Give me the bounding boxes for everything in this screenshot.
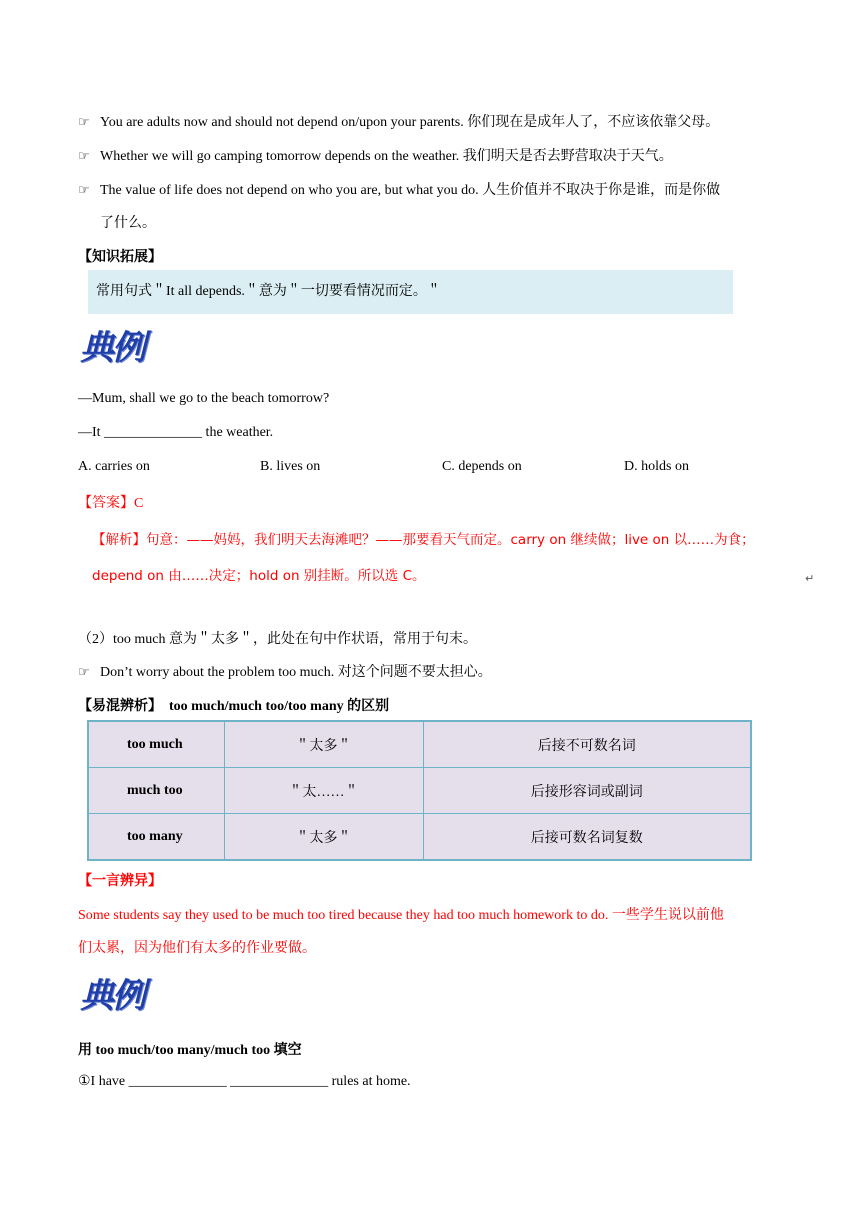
table-cell-term: too much — [88, 721, 224, 768]
option-a: A. carries on — [78, 459, 150, 474]
section2-title: （2）too much 意为＂太多＂，此处在句中作状语，常用于句末。 — [78, 632, 477, 647]
one-sentence-heading: 【一言辨异】 — [78, 874, 162, 889]
table-cell-meaning: ＂太多＂ — [224, 814, 423, 861]
example-text: The value of life does not depend on who you are, but what you do. 人生价值并不取决于你是谁，而是你做 — [100, 183, 721, 198]
comparison-table — [87, 720, 752, 861]
confusion-heading-rest: too much/much too/too many 的区别 — [162, 699, 390, 714]
pointing-hand-icon: ☞ — [78, 149, 90, 164]
table-cell-term: too many — [88, 814, 224, 861]
answer: 【答案】C — [78, 496, 144, 511]
example-logo — [80, 326, 162, 370]
table-row — [88, 814, 751, 861]
one-sentence-line-1: Some students say they used to be much too tired because they had too much homework to do. 一些学生说以前他 — [78, 908, 724, 923]
analysis-line-2: depend on 由……决定；hold on 别挂断。所以选 C。 — [92, 568, 426, 584]
confusion-heading-prefix: 【易混辨析】 — [78, 699, 162, 714]
return-mark: ↵ — [805, 572, 815, 585]
table-cell-meaning: ＂太多＂ — [224, 721, 423, 768]
table-cell-usage: 后接形容词或副词 — [423, 768, 751, 814]
example-line-2 — [78, 145, 673, 165]
option-c: C. depends on — [442, 459, 522, 474]
question-line-1: —Mum, shall we go to the beach tomorrow? — [78, 391, 330, 406]
knowledge-box: 常用句式＂It all depends.＂意为＂一切要看情况而定。＂ — [88, 270, 733, 314]
pointing-hand-icon: ☞ — [78, 115, 90, 130]
question-line-2: —It ______________ the weather. — [78, 425, 274, 440]
table-row — [88, 721, 751, 768]
analysis-line-1: 【解析】句意：——妈妈，我们明天去海滩吧？——那要看天气而定。carry on 继续做；live on 以……为食； — [92, 532, 755, 548]
table-cell-term: much too — [88, 768, 224, 814]
option-d: D. holds on — [624, 459, 689, 474]
logo-text: 典例 — [80, 976, 144, 1016]
example-line-3 — [78, 179, 720, 199]
fill-title: 用 too much/too many/much too 填空 — [78, 1043, 302, 1058]
table-cell-meaning: ＂太……＂ — [224, 768, 423, 814]
example-line-1 — [78, 111, 719, 131]
section2-example — [78, 661, 492, 681]
knowledge-heading: 【知识拓展】 — [78, 250, 162, 265]
example-text: Whether we will go camping tomorrow depends on the weather. 我们明天是否去野营取决于天气。 — [100, 149, 673, 164]
pointing-hand-icon: ☞ — [78, 183, 90, 198]
confusion-heading — [78, 695, 389, 715]
table-cell-usage: 后接不可数名词 — [423, 721, 751, 768]
example-text: You are adults now and should not depend on/upon your parents. 你们现在是成年人了，不应该依靠父母。 — [100, 115, 720, 130]
example-text: Don’t worry about the problem too much. 对这个问题不要太担心。 — [100, 665, 492, 680]
example-line-3-continued: 了什么。 — [100, 216, 156, 231]
fill-item-1: ①I have ______________ ______________ rules at home. — [78, 1074, 411, 1089]
table-cell-usage: 后接可数名词复数 — [423, 814, 751, 861]
table-row — [88, 768, 751, 814]
option-b: B. lives on — [260, 459, 321, 474]
logo-text: 典例 — [80, 328, 144, 368]
one-sentence-line-2: 们太累，因为他们有太多的作业要做。 — [78, 941, 316, 956]
pointing-hand-icon: ☞ — [78, 665, 90, 680]
example-logo — [80, 974, 162, 1018]
